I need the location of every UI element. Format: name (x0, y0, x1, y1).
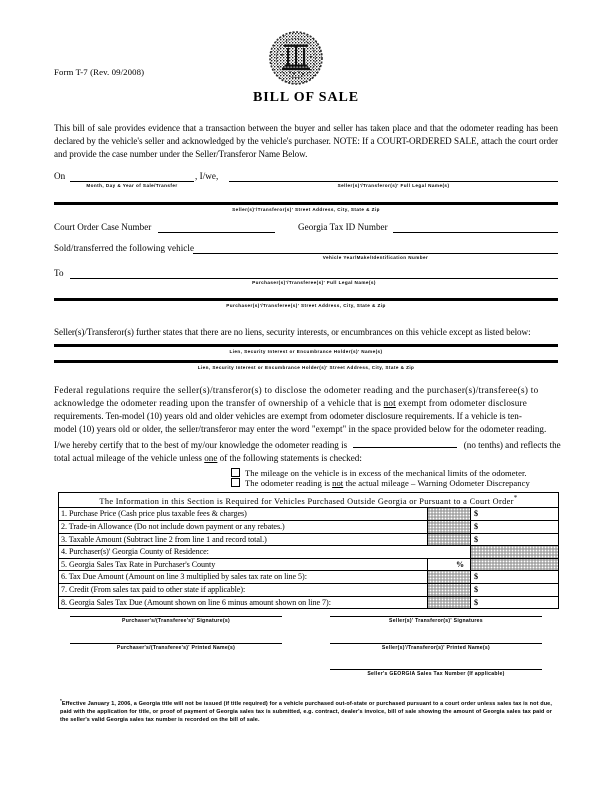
mileage-excess-checkbox[interactable] (231, 468, 240, 477)
row-8-shaded-cell (428, 596, 471, 609)
sale-date-caption: Month, Day & Year of Sale/Transfer (86, 182, 178, 189)
odometer-certify-text-a: I/we hereby certify that to the best of my/our knowledge the odometer reading is (54, 440, 348, 450)
table-header-text: The Information in this Section is Required for Vehicles Purchased Outside Georgia or Pursuant to a Court Order (99, 496, 514, 506)
row-4-shaded-cell (471, 546, 559, 559)
row-6-amount-input[interactable]: $ (471, 571, 559, 584)
seller-sales-tax-number-caption: Seller's GEORGIA Sales Tax Number (If applicable) (367, 671, 505, 677)
footnote-marker: * (60, 698, 62, 703)
discrepancy-not-emphasis: not (332, 478, 344, 488)
footnote-text: Effective January 1, 2006, a Georgia title will not be issued (if title required) for a vehicle purchased out-of-state or purchased pursuant to a court order unless sales tax is not due, paid with the application for title, or proof of payment of Georgia sales tax is submitted, e.g. contract, dealer's invoice, bill of sale showing the amount of Georgia sales tax paid or the seller's valid Georgia sales tax number is recorded on the bill of sale. (60, 700, 552, 724)
discrepancy-label-b: the actual mileage – Warning Odometer Discrepancy (343, 478, 530, 488)
row-2-amount-input[interactable]: $ (471, 520, 559, 533)
on-label: On (54, 171, 66, 181)
row-1-amount-input[interactable]: $ (471, 508, 559, 521)
purchaser-address-input[interactable] (54, 298, 558, 301)
row-1-shaded-cell (428, 508, 471, 521)
footnote (60, 697, 552, 724)
form-number: Form T-7 (Rev. 09/2008) (54, 67, 145, 77)
georgia-tax-id-label: Georgia Tax ID Number (298, 222, 388, 232)
row-5-rate-input[interactable]: % (428, 558, 471, 571)
table-row (59, 596, 559, 609)
iwe-label: , I/we, (195, 171, 219, 181)
row-7-shaded-cell (428, 583, 471, 596)
row-6-shaded-cell (428, 571, 471, 584)
federal-line-3: requirements. Ten-model (10) years old and older vehicles are exempt from odometer disclosure requirements. If a vehicle is ten- (54, 411, 522, 422)
table-row (59, 508, 559, 521)
mileage-excess-checkbox-row[interactable] (231, 468, 527, 478)
lien-holder-name-input[interactable] (54, 344, 558, 347)
vehicle-caption: Vehicle Year/Make/Identification Number (322, 254, 429, 261)
form-header (54, 28, 558, 112)
purchaser-signature-input[interactable] (70, 616, 282, 617)
seller-signature-input[interactable] (330, 616, 542, 617)
table-row (59, 533, 559, 546)
table-row (59, 571, 559, 584)
liens-statement: Seller(s)/Transferor(s) further states that there are no liens, security interests, or encumbrances on this vehicle except as listed below: (54, 327, 531, 337)
row-5-label: 5. Georgia Sales Tax Rate in Purchaser's County (59, 558, 428, 571)
mileage-excess-label: The mileage on the vehicle is in excess of the mechanical limits of the odometer. (245, 468, 527, 478)
row-7-label: 7. Credit (From sales tax paid to other state if applicable): (59, 583, 428, 596)
sold-transferred-label: Sold/transferred the following vehicle (54, 243, 195, 253)
vehicle-input[interactable] (193, 253, 558, 254)
purchaser-printed-name-input[interactable] (70, 643, 282, 644)
lien-holder-address-caption: Lien, Security Interest or Encumbrance Holder(s)' Street Address, City, State & Zip (197, 364, 415, 371)
seller-printed-name-caption: Seller(s)'/Transferor(s)' Printed Name(s) (381, 645, 491, 651)
sale-date-input[interactable] (70, 181, 194, 182)
row-2-shaded-cell (428, 520, 471, 533)
purchaser-signature-caption: Purchaser's/(Transferee's)' Signature(s) (122, 618, 230, 624)
row-7-amount-input[interactable]: $ (471, 583, 559, 596)
table-header-row (59, 493, 559, 508)
table-row (59, 546, 559, 559)
lien-holder-address-input[interactable] (54, 360, 558, 363)
federal-line-2b: exempt from odometer disclosure (395, 398, 528, 409)
purchaser-address-caption: Purchaser(s)'/Transferee(s)' Street Address, City, State & Zip (226, 302, 386, 309)
odometer-one-emphasis: one (204, 453, 218, 464)
purchaser-name-input[interactable] (70, 278, 558, 279)
federal-regulations-paragraph (54, 384, 558, 436)
federal-line-2a: acknowledge the odometer reading upon the transfer of ownership of a vehicle that is (54, 398, 384, 409)
row-3-shaded-cell (428, 533, 471, 546)
odometer-certification (54, 439, 561, 466)
federal-line-4: model (10) years old or older, the seller/transferor may enter the word "exempt" in the space provided below for the odometer reading. (54, 424, 547, 435)
seller-name-input[interactable] (229, 181, 558, 182)
seller-printed-name-input[interactable] (330, 643, 542, 644)
row-3-label: 3. Taxable Amount (Subtract line 2 from line 1 and record total.) (59, 533, 428, 546)
georgia-tax-id-input[interactable] (393, 232, 558, 233)
georgia-state-seal-icon (265, 30, 327, 86)
federal-not-emphasis: not (383, 398, 396, 409)
court-order-input[interactable] (158, 232, 275, 233)
table-header-footnote-marker: * (513, 495, 518, 502)
purchaser-name-caption: Purchaser(s)'/Transferee(s)' Full Legal Name(s) (252, 279, 376, 286)
to-label: To (54, 268, 64, 278)
row-6-label: 6. Tax Due Amount (Amount on line 3 multiplied by sales tax rate on line 5): (59, 571, 428, 584)
odometer-certify-text-d: of the following statements is checked: (217, 453, 362, 464)
table-header-cell (59, 493, 559, 508)
odometer-discrepancy-checkbox[interactable] (231, 478, 240, 487)
sales-tax-table (58, 492, 559, 609)
row-2-label: 2. Trade-in Allowance (Do not include down payment or any rebates.) (59, 520, 428, 533)
seller-address-caption: Seller(s)'/Transferor(s)' Street Address, City, State & Zip (232, 206, 380, 213)
seller-sales-tax-number-input[interactable] (330, 669, 542, 670)
purchaser-printed-name-caption: Purchaser's/(Transferee's)' Printed Name(s) (116, 645, 236, 651)
row-3-amount-input[interactable]: $ (471, 533, 559, 546)
form-sheet (54, 0, 561, 792)
discrepancy-label-a: The odometer reading is (245, 478, 333, 488)
row-8-label: 8. Georgia Sales Tax Due (Amount shown on line 6 minus amount shown on line 7): (59, 596, 428, 609)
page-title: BILL OF SALE (253, 90, 359, 105)
table-row (59, 558, 559, 571)
federal-line-1: Federal regulations require the seller(s)/transferor(s) to disclose the odometer reading and the purchaser(s)/transferee(s) to (54, 385, 539, 395)
row-4-county-input[interactable]: 4. Purchaser(s)' Georgia County of Residence: (59, 546, 471, 559)
odometer-certify-text-c: total actual mileage of the vehicle unless (54, 453, 205, 464)
lien-holder-name-caption: Lien, Security Interest or Encumbrance Holder(s)' Name(s) (229, 348, 383, 355)
seller-signature-caption: Seller(s)' Transferor(s)' Signatures (389, 618, 483, 624)
row-1-label: 1. Purchase Price (Cash price plus taxable fees & charges) (59, 508, 428, 521)
table-row (59, 520, 559, 533)
seller-name-caption: Seller(s)'/Transferor(s)' Full Legal Name(s) (337, 182, 450, 189)
odometer-certify-text-b: (no tenths) and reflects the (463, 440, 561, 450)
sales-tax-table-body (59, 493, 559, 609)
odometer-discrepancy-checkbox-row[interactable] (231, 478, 530, 488)
court-order-label: Court Order Case Number (54, 222, 152, 232)
odometer-reading-input[interactable] (353, 447, 457, 448)
seller-address-input[interactable] (54, 202, 558, 205)
row-8-amount-input[interactable]: $ (471, 596, 559, 609)
intro-paragraph: This bill of sale provides evidence that a transaction between the buyer and seller has taken place and that the odometer reading has been declared by the vehicle's seller and acknowledged by the vehicle's purchaser. NOTE: If a COURT-ORDERED SALE, attach the court order and provide the case number under the Seller/Transferor Name Below. (54, 123, 558, 160)
table-row (59, 583, 559, 596)
row-5-shaded-cell (471, 558, 559, 571)
